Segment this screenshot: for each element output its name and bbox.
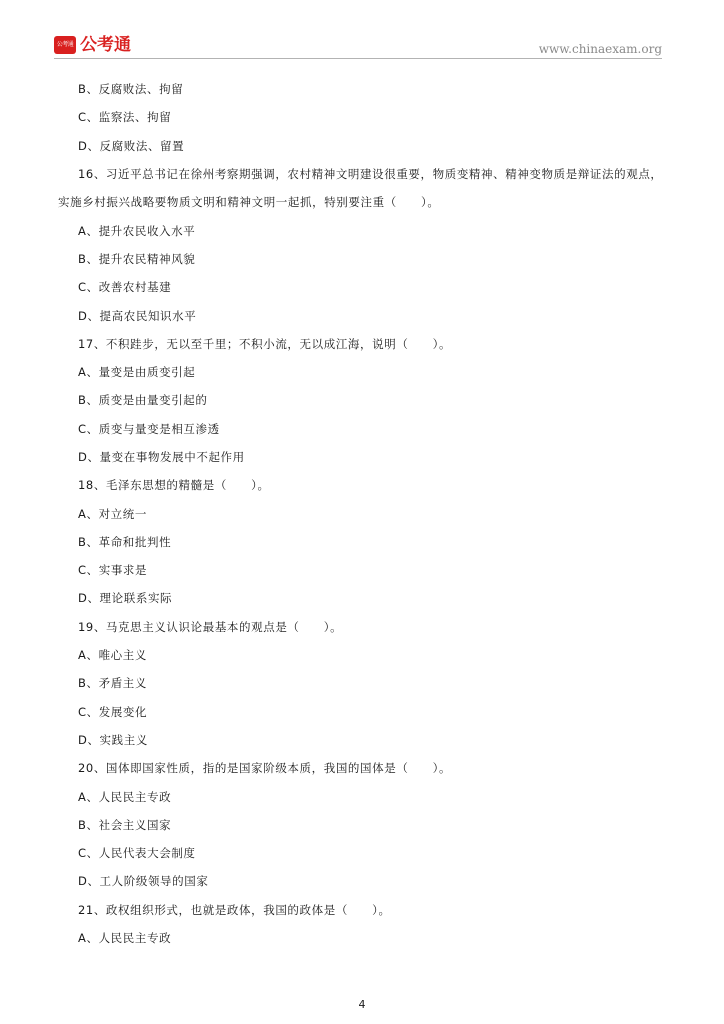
question-text-continued: 实施乡村振兴战略要物质文明和精神文明一起抓，特别要注重（ ）。 xyxy=(58,195,440,210)
site-url: www.chinaexam.org xyxy=(538,42,662,56)
answer-option: A、人民民主专政 xyxy=(78,931,172,946)
answer-option: D、工人阶级领导的国家 xyxy=(78,874,209,889)
question-text: 18、毛泽东思想的精髓是（ ）。 xyxy=(78,478,270,493)
answer-option: A、量变是由质变引起 xyxy=(78,365,196,380)
answer-option: C、质变与量变是相互渗透 xyxy=(78,421,220,436)
answer-option: B、质变是由量变引起的 xyxy=(78,393,208,408)
answer-option: C、改善农村基建 xyxy=(78,280,172,295)
answer-option: D、实践主义 xyxy=(78,732,148,747)
answer-option: A、唯心主义 xyxy=(78,648,147,663)
page-header xyxy=(0,0,724,62)
answer-option: C、发展变化 xyxy=(78,704,148,719)
page-number: 4 xyxy=(358,998,366,1011)
answer-option: D、理论联系实际 xyxy=(78,591,173,606)
logo-text: 公考通 xyxy=(80,35,131,55)
answer-option: B、提升农民精神风貌 xyxy=(78,251,196,266)
answer-option: A、人民民主专政 xyxy=(78,789,172,804)
answer-option: B、革命和批判性 xyxy=(78,534,172,549)
logo xyxy=(54,36,131,54)
answer-option: A、提升农民收入水平 xyxy=(78,223,196,238)
answer-option: D、反腐败法、留置 xyxy=(78,138,185,153)
answer-option: B、矛盾主义 xyxy=(78,676,147,691)
answer-option: A、对立统一 xyxy=(78,506,147,521)
question-text: 21、政权组织形式，也就是政体，我国的政体是（ ）。 xyxy=(78,902,391,917)
answer-option: D、量变在事物发展中不起作用 xyxy=(78,450,245,464)
question-text: 20、国体即国家性质，指的是国家阶级本质，我国的国体是（ ）。 xyxy=(78,761,452,776)
answer-option: C、实事求是 xyxy=(78,563,148,578)
answer-option: B、反腐败法、拘留 xyxy=(78,82,184,97)
answer-option: C、监察法、拘留 xyxy=(78,110,172,125)
question-text: 17、不积跬步，无以至千里；不积小流，无以成江海，说明（ ）。 xyxy=(78,336,452,351)
answer-option: C、人民代表大会制度 xyxy=(78,846,196,861)
logo-badge-icon: 公考通 xyxy=(54,36,76,54)
question-text: 19、马克思主义认识论最基本的观点是（ ）。 xyxy=(78,619,343,634)
question-text: 16、习近平总书记在徐州考察期强调，农村精神文明建设很重要，物质变精神、精神变物质是辩证法的观点， xyxy=(78,167,663,182)
answer-option: B、社会主义国家 xyxy=(78,817,172,832)
header-divider xyxy=(54,58,662,59)
answer-option: D、提高农民知识水平 xyxy=(78,308,197,323)
document-body xyxy=(54,75,664,952)
